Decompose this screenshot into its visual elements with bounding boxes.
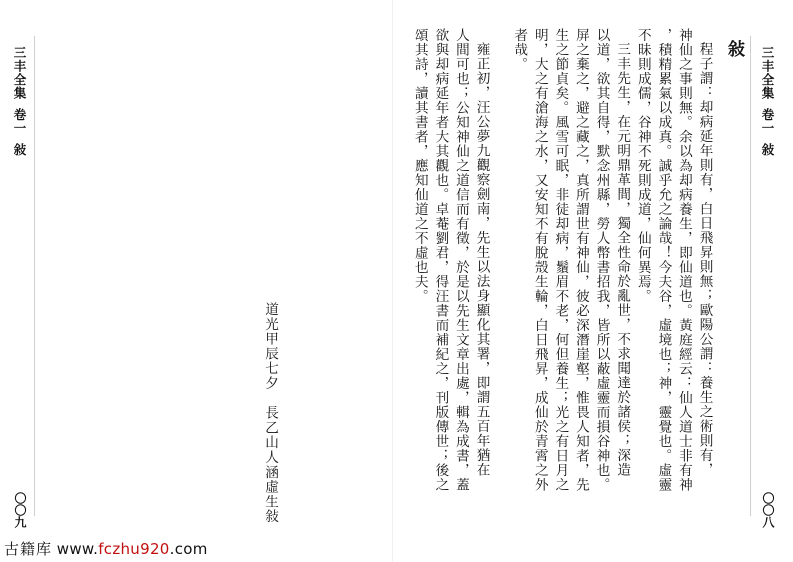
watermark-url-suffix: .com (169, 540, 208, 558)
text-column: 雍正初，汪公夢九觀察劍南，先生以法身顯化其署，即謂五百年猶在 (473, 42, 490, 477)
watermark-site-name: 古籍库 (4, 540, 53, 558)
watermark-url-prefix: www. (56, 540, 99, 558)
column-rule (34, 36, 35, 516)
text-column: 不昧則成儒，谷神不死則成道，仙何異焉。 (634, 28, 651, 304)
section-title: 敍 (724, 40, 744, 57)
running-header-right (758, 46, 776, 157)
book-title: 三丰全集 (760, 46, 775, 100)
watermark-url (57, 540, 208, 558)
text-column: 屏之棄之，避之藏之，真所謂世有神仙，彼必深潛崖壑，惟畏人知者，先 (572, 28, 589, 492)
book-title: 三丰全集 (12, 46, 27, 100)
text-column: 明，大之有滄海之水，又安知不有脫殼生輪，白日飛昇，成仙於青霄之外 (531, 28, 548, 492)
text-column: 生之節貞矣。風雪可眠，非徒却病，鬚眉不老，何但養生；光之有日月之 (552, 28, 569, 492)
watermark (4, 538, 208, 559)
text-column: 神仙之事則無。余以為却病養生，即仙道也。黃庭經云：仙人道士非有神 (675, 28, 692, 492)
text-column: 者哉。 (511, 28, 528, 72)
page-number-right: 〇〇八 (761, 492, 775, 528)
text-column: 以道，欲其自得，默念州縣，勞人幣書招我，皆所以蔽虛靈而損谷神也。 (593, 28, 610, 492)
text-column: 人間可也；公知神仙之道信而有徵，於是以先生文章出處，輯為成書，蓋 (452, 28, 469, 492)
text-column: ，積精累氣以成真。誠乎允之論哉！今夫谷，虛境也；神，靈覺也。虛靈 (655, 28, 672, 492)
volume-label: 卷一 (760, 108, 775, 135)
text-column: 程子謂：却病延年則有，白日飛昇則無；歐陽公謂：養生之術則有， (696, 42, 713, 477)
watermark-url-red: fczhu920 (98, 540, 170, 558)
page-number-left: 〇〇九 (13, 492, 27, 528)
text-column: 三丰先生，在元明鼎革間，獨全性命於亂世，不求聞達於諸侯；深造 (614, 42, 631, 477)
column-rule (750, 36, 751, 516)
volume-label: 卷一 (12, 108, 27, 135)
section-label: 敍 (760, 143, 775, 157)
running-header-left (10, 46, 28, 157)
text-column: 欲與却病延年者大其觀也。卓菴劉君，得汪書而補紀之，刊版傳世；後之 (432, 28, 449, 492)
section-label: 敍 (12, 143, 27, 157)
page-fold (392, 0, 393, 562)
text-column: 頌其詩，讀其書者，應知仙道之不虛也夫。 (411, 28, 428, 304)
signature-line: 道光甲辰七夕 長乙山人涵虛生敍 (262, 302, 278, 524)
